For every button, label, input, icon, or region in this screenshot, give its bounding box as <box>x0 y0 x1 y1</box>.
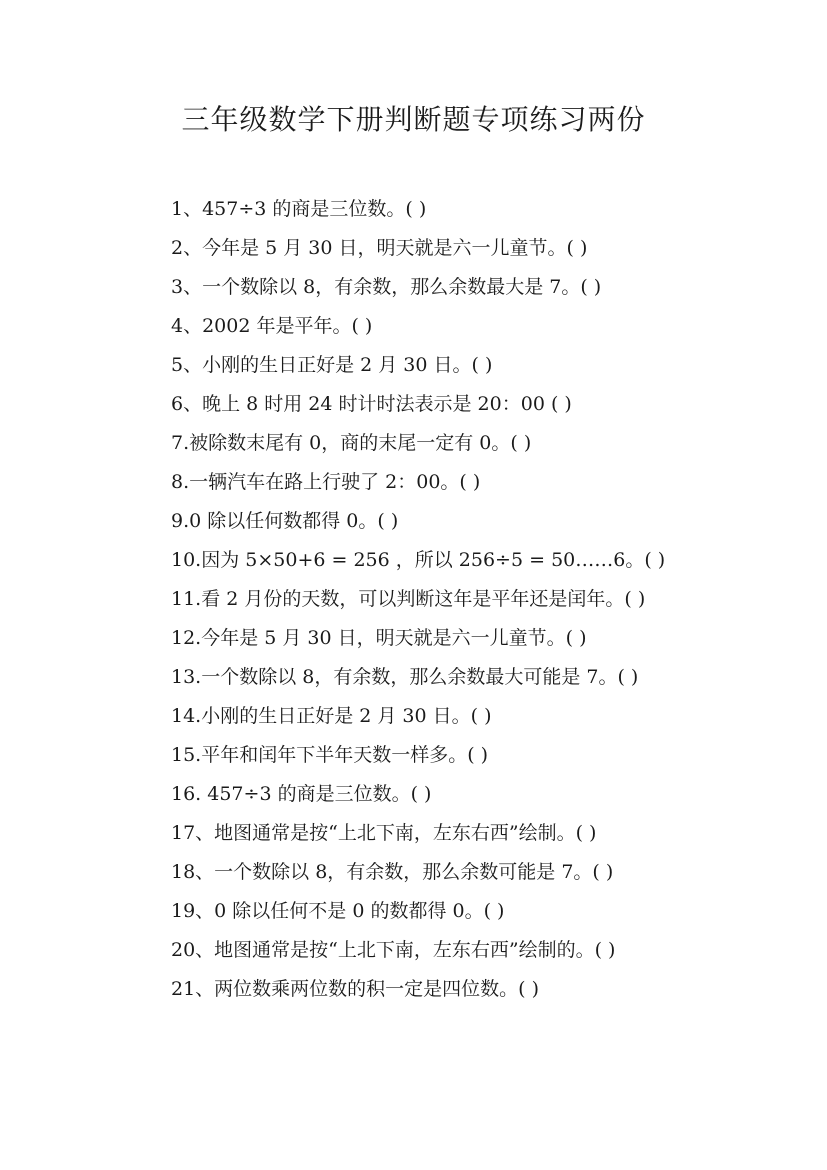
document-title: 三年级数学下册判断题专项练习两份 <box>181 103 646 136</box>
question-item: 1、457÷3 的商是三位数。( ) <box>171 198 427 220</box>
question-item: 18、一个数除以 8，有余数，那么余数可能是 7。( ) <box>171 861 614 883</box>
question-item: 15.平年和闰年下半年天数一样多。( ) <box>171 744 489 766</box>
question-item: 12.今年是 5 月 30 日，明天就是六一儿童节。( ) <box>171 627 587 649</box>
question-item: 4、2002 年是平年。( ) <box>171 315 373 337</box>
question-item: 21、两位数乘两位数的积一定是四位数。( ) <box>171 978 540 1000</box>
question-item: 3、一个数除以 8，有余数，那么余数最大是 7。( ) <box>171 276 602 298</box>
question-item: 8.一辆汽车在路上行驶了 2：00。( ) <box>171 471 481 493</box>
question-item: 10.因为 5×50+6 = 256 ，所以 256÷5 = 50……6。( ) <box>171 549 666 571</box>
question-item: 7.被除数末尾有 0，商的末尾一定有 0。( ) <box>171 432 532 454</box>
question-item: 11.看 2 月份的天数，可以判断这年是平年还是闰年。( ) <box>171 588 646 610</box>
question-item: 9.0 除以任何数都得 0。( ) <box>171 510 399 532</box>
question-item: 20、地图通常是按“上北下南，左东右西”绘制的。( ) <box>171 939 616 961</box>
question-item: 5、小刚的生日正好是 2 月 30 日。( ) <box>171 354 493 376</box>
question-item: 13.一个数除以 8，有余数，那么余数最大可能是 7。( ) <box>171 666 639 688</box>
question-item: 2、今年是 5 月 30 日，明天就是六一儿童节。( ) <box>171 237 588 259</box>
question-item: 19、0 除以任何不是 0 的数都得 0。( ) <box>171 900 505 922</box>
question-list <box>130 190 700 1009</box>
question-item: 16. 457÷3 的商是三位数。( ) <box>171 783 432 805</box>
question-item: 17、地图通常是按“上北下南，左东右西”绘制。( ) <box>171 822 597 844</box>
question-item: 14.小刚的生日正好是 2 月 30 日。( ) <box>171 705 492 727</box>
question-item: 6、晚上 8 时用 24 时计时法表示是 20：00 ( ) <box>171 393 572 415</box>
